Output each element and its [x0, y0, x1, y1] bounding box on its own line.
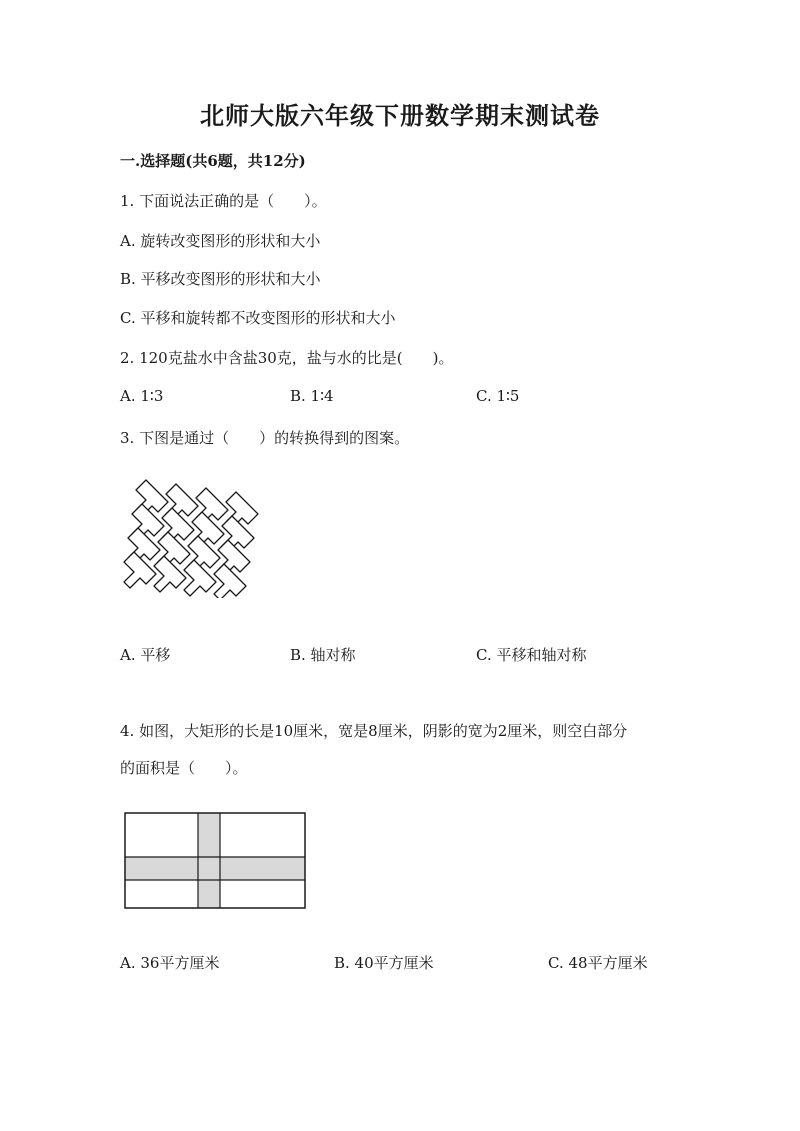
question-1-option-a: A. 旋转改变图形的形状和大小 — [120, 232, 321, 250]
question-3-option-c: C. 平移和轴对称 — [476, 646, 587, 664]
question-4-stem-line-2: 的面积是（ ）。 — [120, 759, 248, 777]
section-heading: 一.选择题(共6题，共12分) — [120, 152, 306, 170]
question-1-option-c: C. 平移和旋转都不改变图形的形状和大小 — [120, 309, 396, 327]
tessellation-figure — [118, 478, 268, 598]
question-4-option-b: B. 40平方厘米 — [334, 954, 434, 972]
question-3-option-b: B. 轴对称 — [290, 646, 356, 664]
question-4-stem-line-1: 4. 如图，大矩形的长是10厘米，宽是8厘米，阴影的宽为2厘米，则空白部分 — [120, 722, 628, 740]
question-2-option-b: B. 1∶4 — [290, 387, 334, 405]
shaded-horizontal-strip — [125, 857, 305, 880]
rectangle-figure — [124, 812, 308, 910]
question-3-option-a: A. 平移 — [120, 646, 171, 664]
question-1-option-b: B. 平移改变图形的形状和大小 — [120, 270, 321, 288]
question-2-option-c: C. 1∶5 — [476, 387, 520, 405]
question-4-option-a: A. 36平方厘米 — [120, 954, 220, 972]
question-2-option-a: A. 1∶3 — [120, 387, 164, 405]
question-1-stem: 1. 下面说法正确的是（ ）。 — [120, 192, 327, 210]
question-4-option-c: C. 48平方厘米 — [548, 954, 648, 972]
question-2-stem: 2. 120克盐水中含盐30克，盐与水的比是( )。 — [120, 349, 454, 367]
question-3-stem: 3. 下图是通过（ ）的转换得到的图案。 — [120, 429, 410, 447]
page-title: 北师大版六年级下册数学期末测试卷 — [200, 101, 600, 130]
